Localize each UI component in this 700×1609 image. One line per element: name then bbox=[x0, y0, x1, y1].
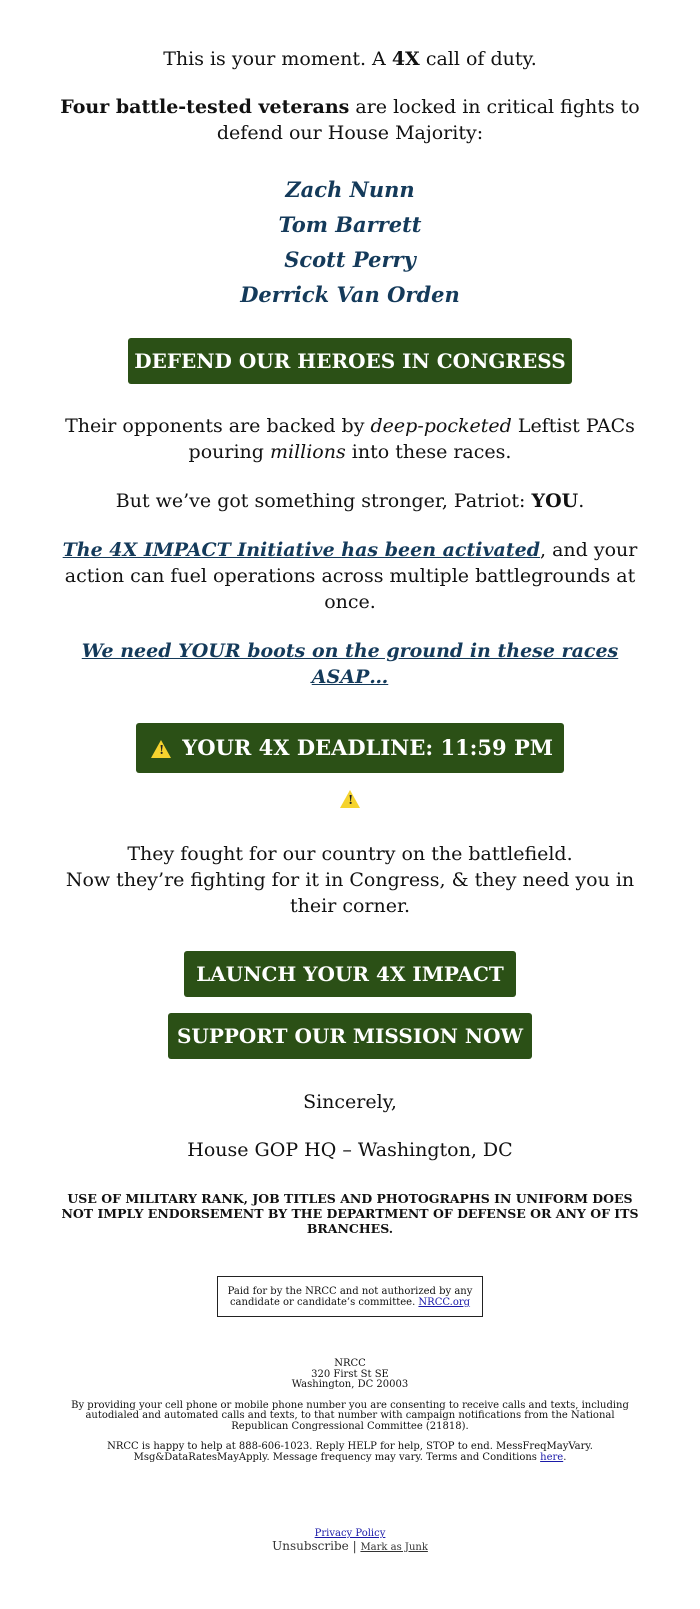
terms-link[interactable]: here bbox=[540, 1451, 564, 1463]
launch-impact-button[interactable]: LAUNCH YOUR 4X IMPACT bbox=[184, 951, 516, 997]
dod-disclaimer: USE OF MILITARY RANK, JOB TITLES AND PHOTOGRAPHS IN UNIFORM DOES NOT IMPLY ENDORSEMENT BY THE DEPARTMENT OF DEFENSE OR ANY OF ITS BRANCHES. bbox=[61, 1191, 639, 1236]
opponents-emphasis: millions bbox=[269, 441, 346, 463]
candidate-name: Tom Barrett bbox=[278, 212, 422, 237]
mark-as-junk-link[interactable]: Mark as Junk bbox=[360, 1541, 428, 1553]
opponents-part: Their opponents are backed by bbox=[65, 415, 371, 437]
support-mission-button[interactable]: SUPPORT OUR MISSION NOW bbox=[168, 1013, 532, 1059]
candidate-name: Derrick Van Orden bbox=[240, 282, 460, 307]
opponents-part: Leftist PACs pouring bbox=[188, 415, 635, 463]
address-org: NRCC bbox=[334, 1358, 366, 1369]
support-button-row bbox=[60, 997, 640, 1059]
signature-text: House GOP HQ – Washington, DC bbox=[187, 1139, 513, 1161]
address-city: Washington, DC 20003 bbox=[291, 1379, 409, 1390]
email-body bbox=[60, 0, 640, 1553]
help-text bbox=[60, 1442, 640, 1463]
candidate-name: Zach Nunn bbox=[285, 177, 415, 202]
unsubscribe-row bbox=[60, 1538, 640, 1554]
defend-heroes-button[interactable]: DEFEND OUR HEROES IN CONGRESS bbox=[128, 338, 572, 384]
intro-post: call of duty. bbox=[419, 48, 537, 70]
patriot-bold: YOU bbox=[531, 490, 579, 512]
initiative-link[interactable]: The 4X IMPACT Initiative has been activated bbox=[62, 539, 540, 561]
opponents-part: into these races. bbox=[345, 441, 512, 463]
opponents-text bbox=[60, 413, 640, 465]
boots-paragraph bbox=[60, 638, 640, 690]
warning-icon: ! bbox=[151, 740, 171, 758]
help-part: NRCC is happy to help at 888-606-1023. Reply HELP for help, STOP to end. MessFreqMayVary. Msg&DataRatesMayApply. Message frequency may vary. Terms and Conditions bbox=[107, 1441, 593, 1463]
fought-text bbox=[60, 841, 640, 919]
patriot-end: . bbox=[578, 490, 585, 512]
boots-link[interactable]: We need YOUR boots on the ground in these races ASAP… bbox=[81, 640, 619, 688]
help-end: . bbox=[563, 1451, 567, 1463]
deadline-button[interactable] bbox=[136, 723, 564, 807]
footer-separator: | bbox=[348, 1538, 361, 1553]
initiative-text bbox=[60, 537, 640, 615]
opponents-emphasis: deep-pocketed bbox=[370, 415, 512, 437]
intro-bold: 4X bbox=[391, 48, 420, 70]
candidate-name: Scott Perry bbox=[284, 247, 416, 272]
patriot-part: But we’ve got something stronger, Patriot: bbox=[115, 490, 532, 512]
unsubscribe-text[interactable]: Unsubscribe bbox=[272, 1538, 349, 1553]
paid-for-box bbox=[217, 1276, 483, 1317]
address-street: 320 First St SE bbox=[311, 1368, 389, 1380]
paid-for-text: Paid for by the NRCC and not authorized by any candidate or candidate’s committee. bbox=[227, 1286, 473, 1308]
nrcc-link[interactable]: NRCC.org bbox=[418, 1297, 471, 1308]
deadline-button-row bbox=[60, 690, 640, 809]
lead-rest: are locked in critical fights to defend our House Majority: bbox=[216, 96, 640, 144]
intro-text bbox=[60, 0, 640, 72]
candidate-list bbox=[60, 172, 640, 312]
launch-button-row bbox=[60, 919, 640, 997]
privacy-policy-link[interactable]: Privacy Policy bbox=[314, 1528, 386, 1539]
consent-text: By providing your cell phone or mobile phone number you are consenting to receive calls and texts, including autodialed and automated calls and texts, to that number with campaign notifications from the National Republican Congressional Committee (21818). bbox=[71, 1399, 629, 1432]
defend-button-row bbox=[60, 312, 640, 384]
fought-line-2: Now they’re fighting for it in Congress, & they need you in their corner. bbox=[65, 869, 635, 917]
initiative-rest: , and your action can fuel operations across multiple battlegrounds at once. bbox=[64, 539, 638, 613]
intro-pre: This is your moment. A bbox=[163, 48, 392, 70]
deadline-label: YOUR 4X DEADLINE: 11:59 PM bbox=[182, 735, 553, 760]
lead-text bbox=[60, 94, 640, 146]
fought-line-1: They fought for our country on the battlefield. bbox=[127, 843, 573, 865]
patriot-text bbox=[60, 488, 640, 514]
lead-bold: Four battle-tested veterans bbox=[60, 96, 350, 118]
warning-icon: ! bbox=[340, 790, 360, 808]
sincerely-text: Sincerely, bbox=[303, 1091, 397, 1113]
address-block bbox=[60, 1359, 640, 1391]
